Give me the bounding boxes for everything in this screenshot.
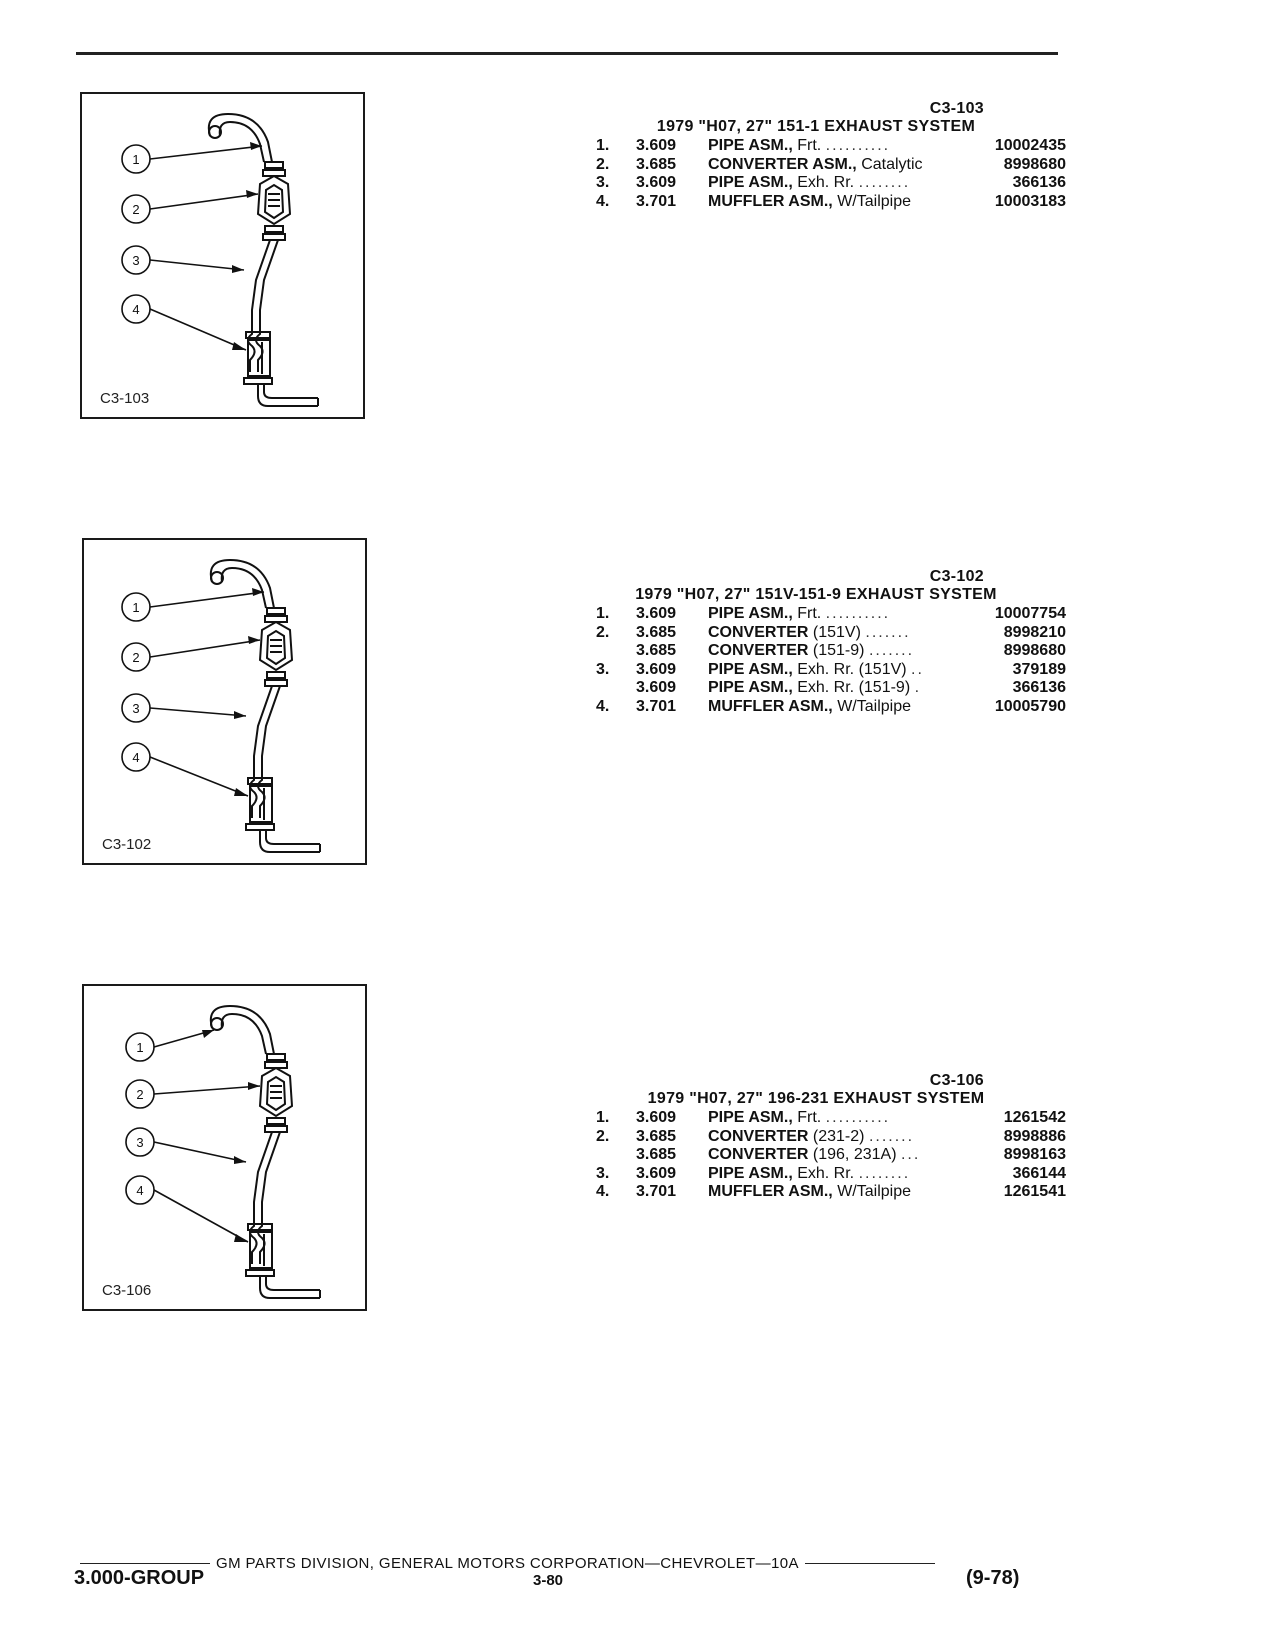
parts-list — [596, 605, 1066, 717]
section-title: 1979 "H07, 27" 151-1 EXHAUST SYSTEM — [656, 118, 976, 135]
list-item: 1. 3.609 PIPE ASM., Frt. .......... 10002435 — [596, 137, 1066, 154]
page-number: 3-80 — [533, 1572, 564, 1589]
figure-caption: C3-106 — [102, 1282, 152, 1299]
list-item: 4. 3.701 MUFFLER ASM., W/Tailpipe 10005790 — [596, 697, 1066, 715]
callout-1: 1 — [132, 600, 140, 615]
callout-2: 2 — [132, 650, 140, 665]
callout-3: 3 — [132, 701, 140, 716]
section-c3-102 — [596, 568, 1066, 717]
section-c3-106 — [596, 1072, 1066, 1202]
list-item: 2. 3.685 CONVERTER (151V) ....... 8998210 — [596, 623, 1066, 641]
top-rule — [76, 52, 1058, 55]
list-item: 1. 3.609 PIPE ASM., Frt. .......... 1261542 — [596, 1109, 1066, 1126]
callout-4: 4 — [132, 302, 140, 317]
list-item: 1. 3.609 PIPE ASM., Frt. .......... 10007754 — [596, 605, 1066, 622]
footer-division-line — [80, 1555, 1030, 1572]
list-item: 3.609 PIPE ASM., Exh. Rr. (151-9) . 366136 — [636, 679, 1066, 697]
figure-c3-103 — [80, 92, 365, 419]
list-item: 2. 3.685 CONVERTER (231-2) ....... 8998886 — [596, 1127, 1066, 1145]
section-c3-103 — [596, 100, 1066, 211]
callout-4: 4 — [136, 1183, 144, 1198]
callout-3: 3 — [136, 1135, 144, 1150]
callout-4: 4 — [132, 750, 140, 765]
figure-c3-106 — [82, 984, 367, 1311]
exhaust-diagram-icon — [84, 986, 365, 1309]
footer-date: (9-78) — [966, 1567, 1020, 1589]
list-item: 3. 3.609 PIPE ASM., Exh. Rr. ........ 366136 — [596, 174, 1066, 192]
callout-3: 3 — [132, 253, 140, 268]
exhaust-diagram-icon — [82, 94, 363, 417]
section-title: 1979 "H07, 27" 196-231 EXHAUST SYSTEM — [647, 1090, 985, 1107]
list-item: 3. 3.609 PIPE ASM., Exh. Rr. (151V) .. 379189 — [596, 660, 1066, 678]
exhaust-diagram-icon — [84, 540, 365, 863]
parts-list — [596, 1109, 1066, 1202]
figure-caption: C3-102 — [102, 836, 152, 853]
section-code: C3-106 — [929, 1072, 984, 1089]
callout-1: 1 — [132, 152, 140, 167]
list-item: 3.685 CONVERTER (196, 231A) ... 8998163 — [636, 1146, 1066, 1164]
section-code: C3-102 — [929, 568, 984, 585]
list-item: 4. 3.701 MUFFLER ASM., W/Tailpipe 10003183 — [596, 192, 1066, 210]
footer-rule — [80, 1563, 210, 1564]
callout-1: 1 — [136, 1040, 144, 1055]
parts-list — [596, 137, 1066, 211]
callout-2: 2 — [136, 1087, 144, 1102]
list-item: 3.685 CONVERTER (151-9) ....... 8998680 — [636, 642, 1066, 660]
footer-division: GM PARTS DIVISION, GENERAL MOTORS CORPORATION—CHEVROLET—10A — [216, 1555, 799, 1572]
list-item: 3. 3.609 PIPE ASM., Exh. Rr. ........ 366144 — [596, 1164, 1066, 1182]
footer-rule — [805, 1563, 935, 1564]
section-code: C3-103 — [929, 100, 984, 117]
section-title: 1979 "H07, 27" 151V-151-9 EXHAUST SYSTEM — [635, 586, 997, 603]
list-item: 4. 3.701 MUFFLER ASM., W/Tailpipe 1261541 — [596, 1183, 1066, 1201]
callout-2: 2 — [132, 202, 140, 217]
figure-c3-102 — [82, 538, 367, 865]
figure-caption: C3-103 — [100, 390, 150, 407]
footer-group: 3.000-GROUP — [74, 1567, 205, 1589]
list-item: 2. 3.685 CONVERTER ASM., Catalytic 8998680 — [596, 155, 1066, 173]
